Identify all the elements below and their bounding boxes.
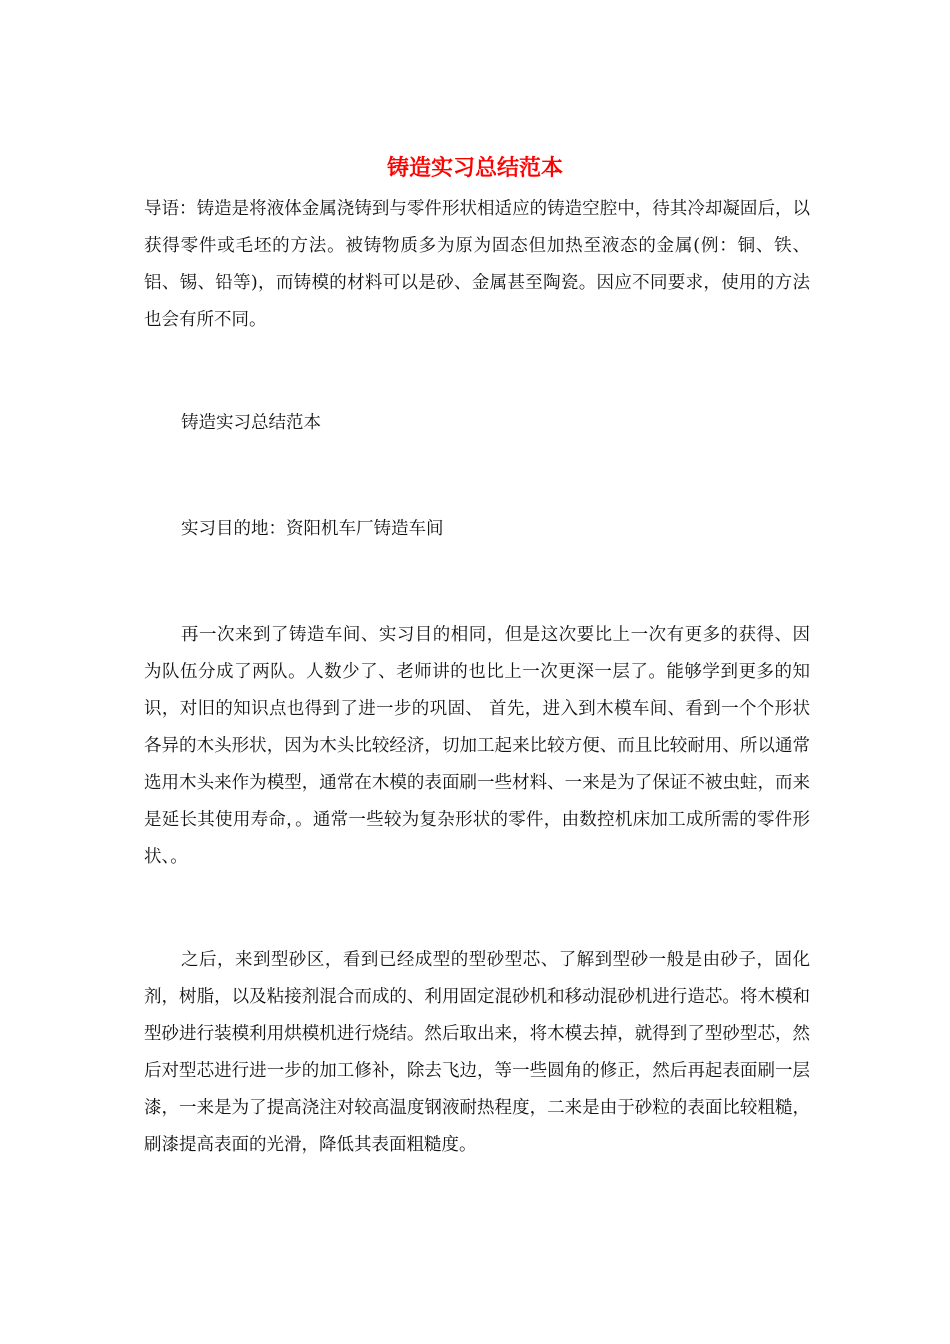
intro-paragraph: 导语：铸造是将液体金属浇铸到与零件形状相适应的铸造空腔中，待其冷却凝固后，以获得零件或毛坯的方法。被铸物质多为原为固态但加热至液态的金属(例：铜、铁、铝、锡、铅等)，而铸模的材料可以是砂、金属甚至陶瓷。因应不同要求，使用的方法也会有所不同。 xyxy=(144,199,810,330)
internship-destination: 实习目的地：资阳机车厂铸造车间 xyxy=(181,519,444,539)
section-subtitle: 铸造实习总结范本 xyxy=(181,413,321,433)
body-paragraph-1: 再一次来到了铸造车间、实习目的相同，但是这次要比上一次有更多的获得、因为队伍分成了两队。人数少了、老师讲的也比上一次更深一层了。能够学到更多的知识，对旧的知识点也得到了进一步的巩固、 首先，进入到木模车间、看到一个个形状各异的木头形状，因为木头比较经济，切加工起来比较方便、而且比较耐用、所以通常选用木头来作为模型，通常在木模的表面刷一些材料、一来是为了保证不被虫蛀，而来是延长其使用寿命，。通常一些较为复杂形状的零件，由数控机床加工成所需的零件形状、。 xyxy=(144,625,810,867)
document-title: 铸造实习总结范本 xyxy=(386,155,563,181)
body-paragraph-2: 之后，来到型砂区，看到已经成型的型砂型芯、了解到型砂一般是由砂子，固化剂，树脂，以及粘接剂混合而成的、利用固定混砂机和移动混砂机进行造芯。将木模和型砂进行装模利用烘模机进行烧结。然后取出来，将木模去掉，就得到了型砂型芯，然后对型芯进行进一步的加工修补，除去飞边，等一些圆角的修正，然后再起表面刷一层漆，一来是为了提高浇注对较高温度钢液耐热程度，二来是由于砂粒的表面比较粗糙，刷漆提高表面的光滑，降低其表面粗糙度。 xyxy=(144,950,810,1155)
